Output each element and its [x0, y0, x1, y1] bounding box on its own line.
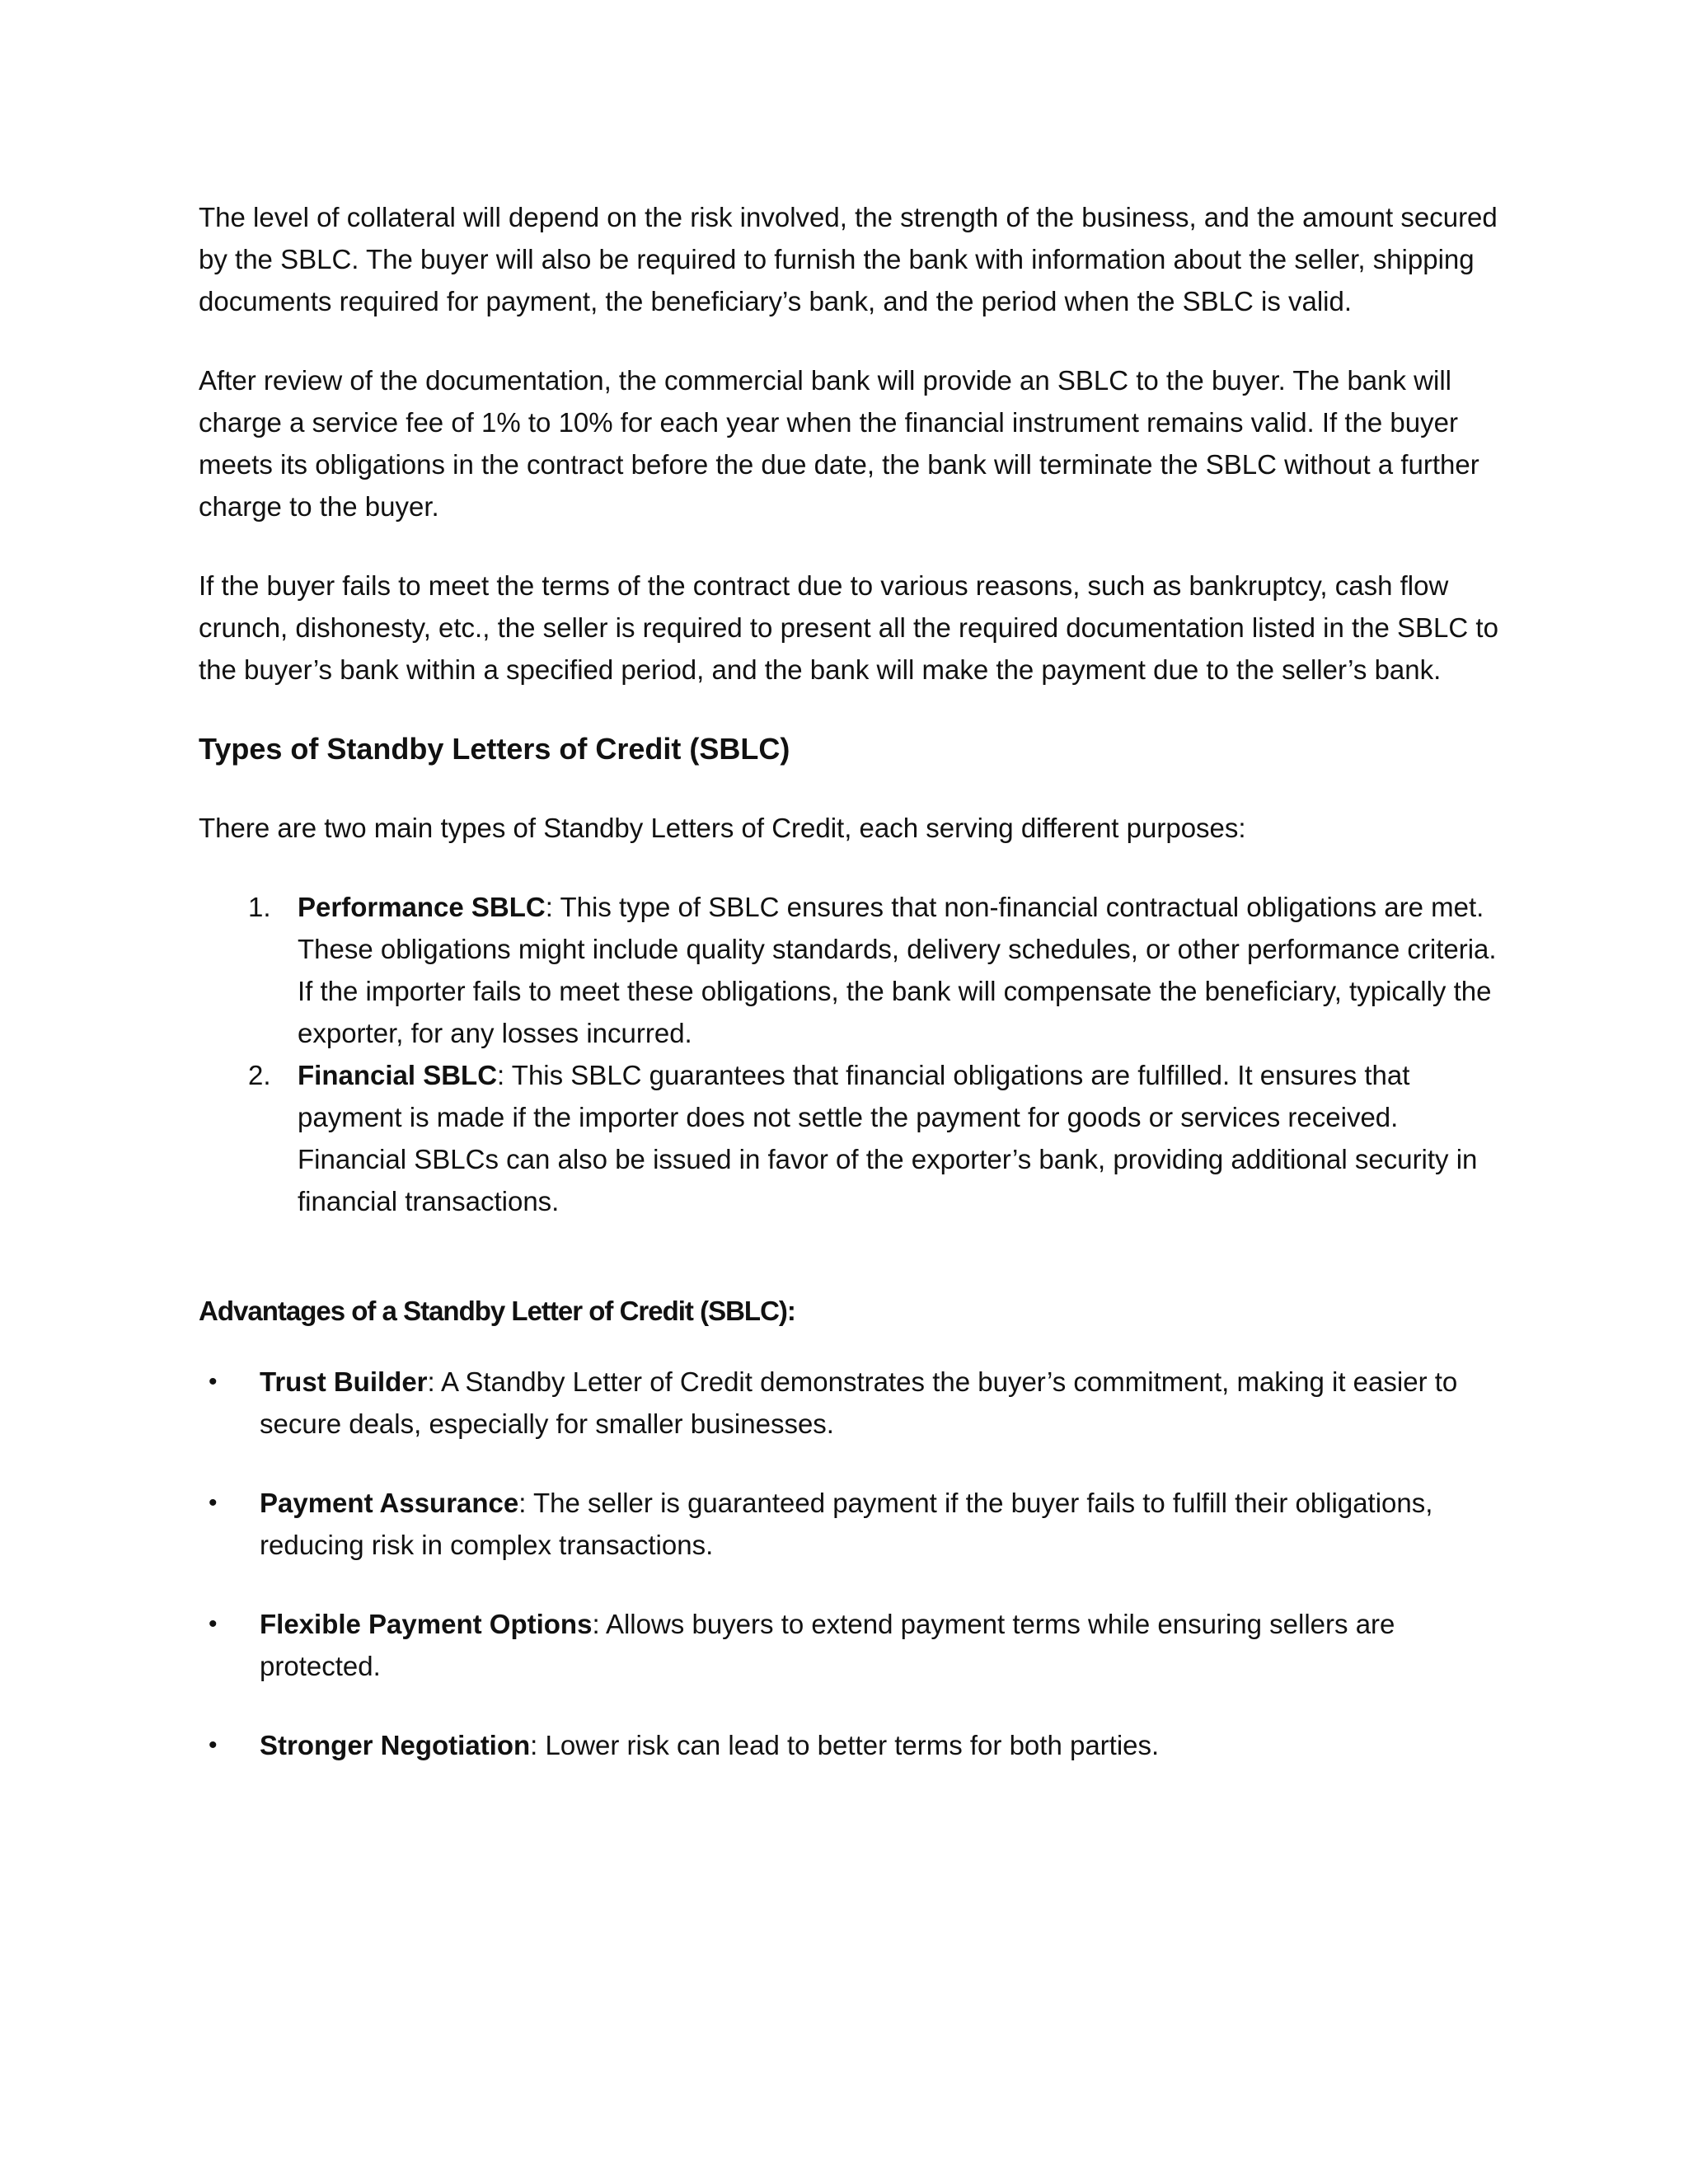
- bullet-icon: •: [209, 1368, 218, 1395]
- description-trust-builder: : A Standby Letter of Credit demonstrates the buyer’s commitment, making it easier to secure deals, especially for smaller businesses.: [260, 1366, 1458, 1439]
- types-intro: There are two main types of Standby Letters of Credit, each serving different purposes:: [199, 813, 1246, 843]
- list-number: 2.: [248, 1060, 271, 1090]
- list-item-payment-assurance: [199, 1482, 1501, 1566]
- types-heading: Types of Standby Letters of Credit (SBLC): [199, 732, 790, 766]
- list-item-performance-sblc: [199, 886, 1501, 1054]
- document-page: [199, 196, 1501, 1803]
- term-flexible-payment-options: Flexible Payment Options: [260, 1609, 593, 1639]
- advantages-list: [199, 1361, 1501, 1766]
- term-financial-sblc: Financial SBLC: [298, 1060, 498, 1090]
- description-performance-sblc: : This type of SBLC ensures that non-financial contractual obligations are met. These obligations might include quality standards, delivery schedules, or other performance criteria. If the importer fails to meet these obligations, the bank will compensate the beneficiary, typically the exporter, for any losses incurred.: [298, 892, 1497, 1048]
- description-financial-sblc: : This SBLC guarantees that financial obligations are fulfilled. It ensures that payment is made if the importer does not settle the payment for goods or services received. Financial SBLCs can also be issued in favor of the exporter’s bank, providing additional security in financial transactions.: [298, 1060, 1478, 1216]
- list-item-trust-builder: [199, 1361, 1501, 1445]
- list-item-stronger-negotiation: [199, 1724, 1501, 1766]
- bullet-icon: •: [209, 1489, 218, 1516]
- term-performance-sblc: Performance SBLC: [298, 892, 546, 922]
- bullet-icon: •: [209, 1610, 218, 1638]
- paragraph-documentation-review: After review of the documentation, the commercial bank will provide an SBLC to the buyer. The bank will charge a service fee of 1% to 10% for each year when the financial instrument remains valid. If the buyer meets its obligations in the contract before the due date, the bank will terminate the SBLC without a further charge to the buyer.: [199, 365, 1479, 522]
- list-item-flexible-payment-options: [199, 1603, 1501, 1687]
- list-number: 1.: [248, 892, 271, 922]
- description-flexible-payment-options: : Allows buyers to extend payment terms while ensuring sellers are protected.: [260, 1609, 1395, 1681]
- types-list: [199, 886, 1501, 1222]
- term-payment-assurance: Payment Assurance: [260, 1488, 519, 1518]
- term-stronger-negotiation: Stronger Negotiation: [260, 1730, 531, 1760]
- advantages-heading: Advantages of a Standby Letter of Credit (SBLC):: [199, 1296, 795, 1326]
- paragraph-buyer-default: If the buyer fails to meet the terms of the contract due to various reasons, such as bankruptcy, cash flow crunch, dishonesty, etc., the seller is required to present all the required documentation listed in the SBLC to the buyer’s bank within a specified period, and the bank will make the payment due to the seller’s bank.: [199, 570, 1498, 685]
- description-stronger-negotiation: : Lower risk can lead to better terms for both parties.: [530, 1730, 1160, 1760]
- list-item-financial-sblc: [199, 1054, 1501, 1222]
- bullet-icon: •: [209, 1732, 218, 1759]
- term-trust-builder: Trust Builder: [260, 1366, 428, 1397]
- paragraph-collateral: The level of collateral will depend on the risk involved, the strength of the business, and the amount secured by the SBLC. The buyer will also be required to furnish the bank with information about the seller, shipping documents required for payment, the beneficiary’s bank, and the period when the SBLC is valid.: [199, 202, 1498, 316]
- description-payment-assurance: : The seller is guaranteed payment if the buyer fails to fulfill their obligations, reducing risk in complex transactions.: [260, 1488, 1433, 1560]
